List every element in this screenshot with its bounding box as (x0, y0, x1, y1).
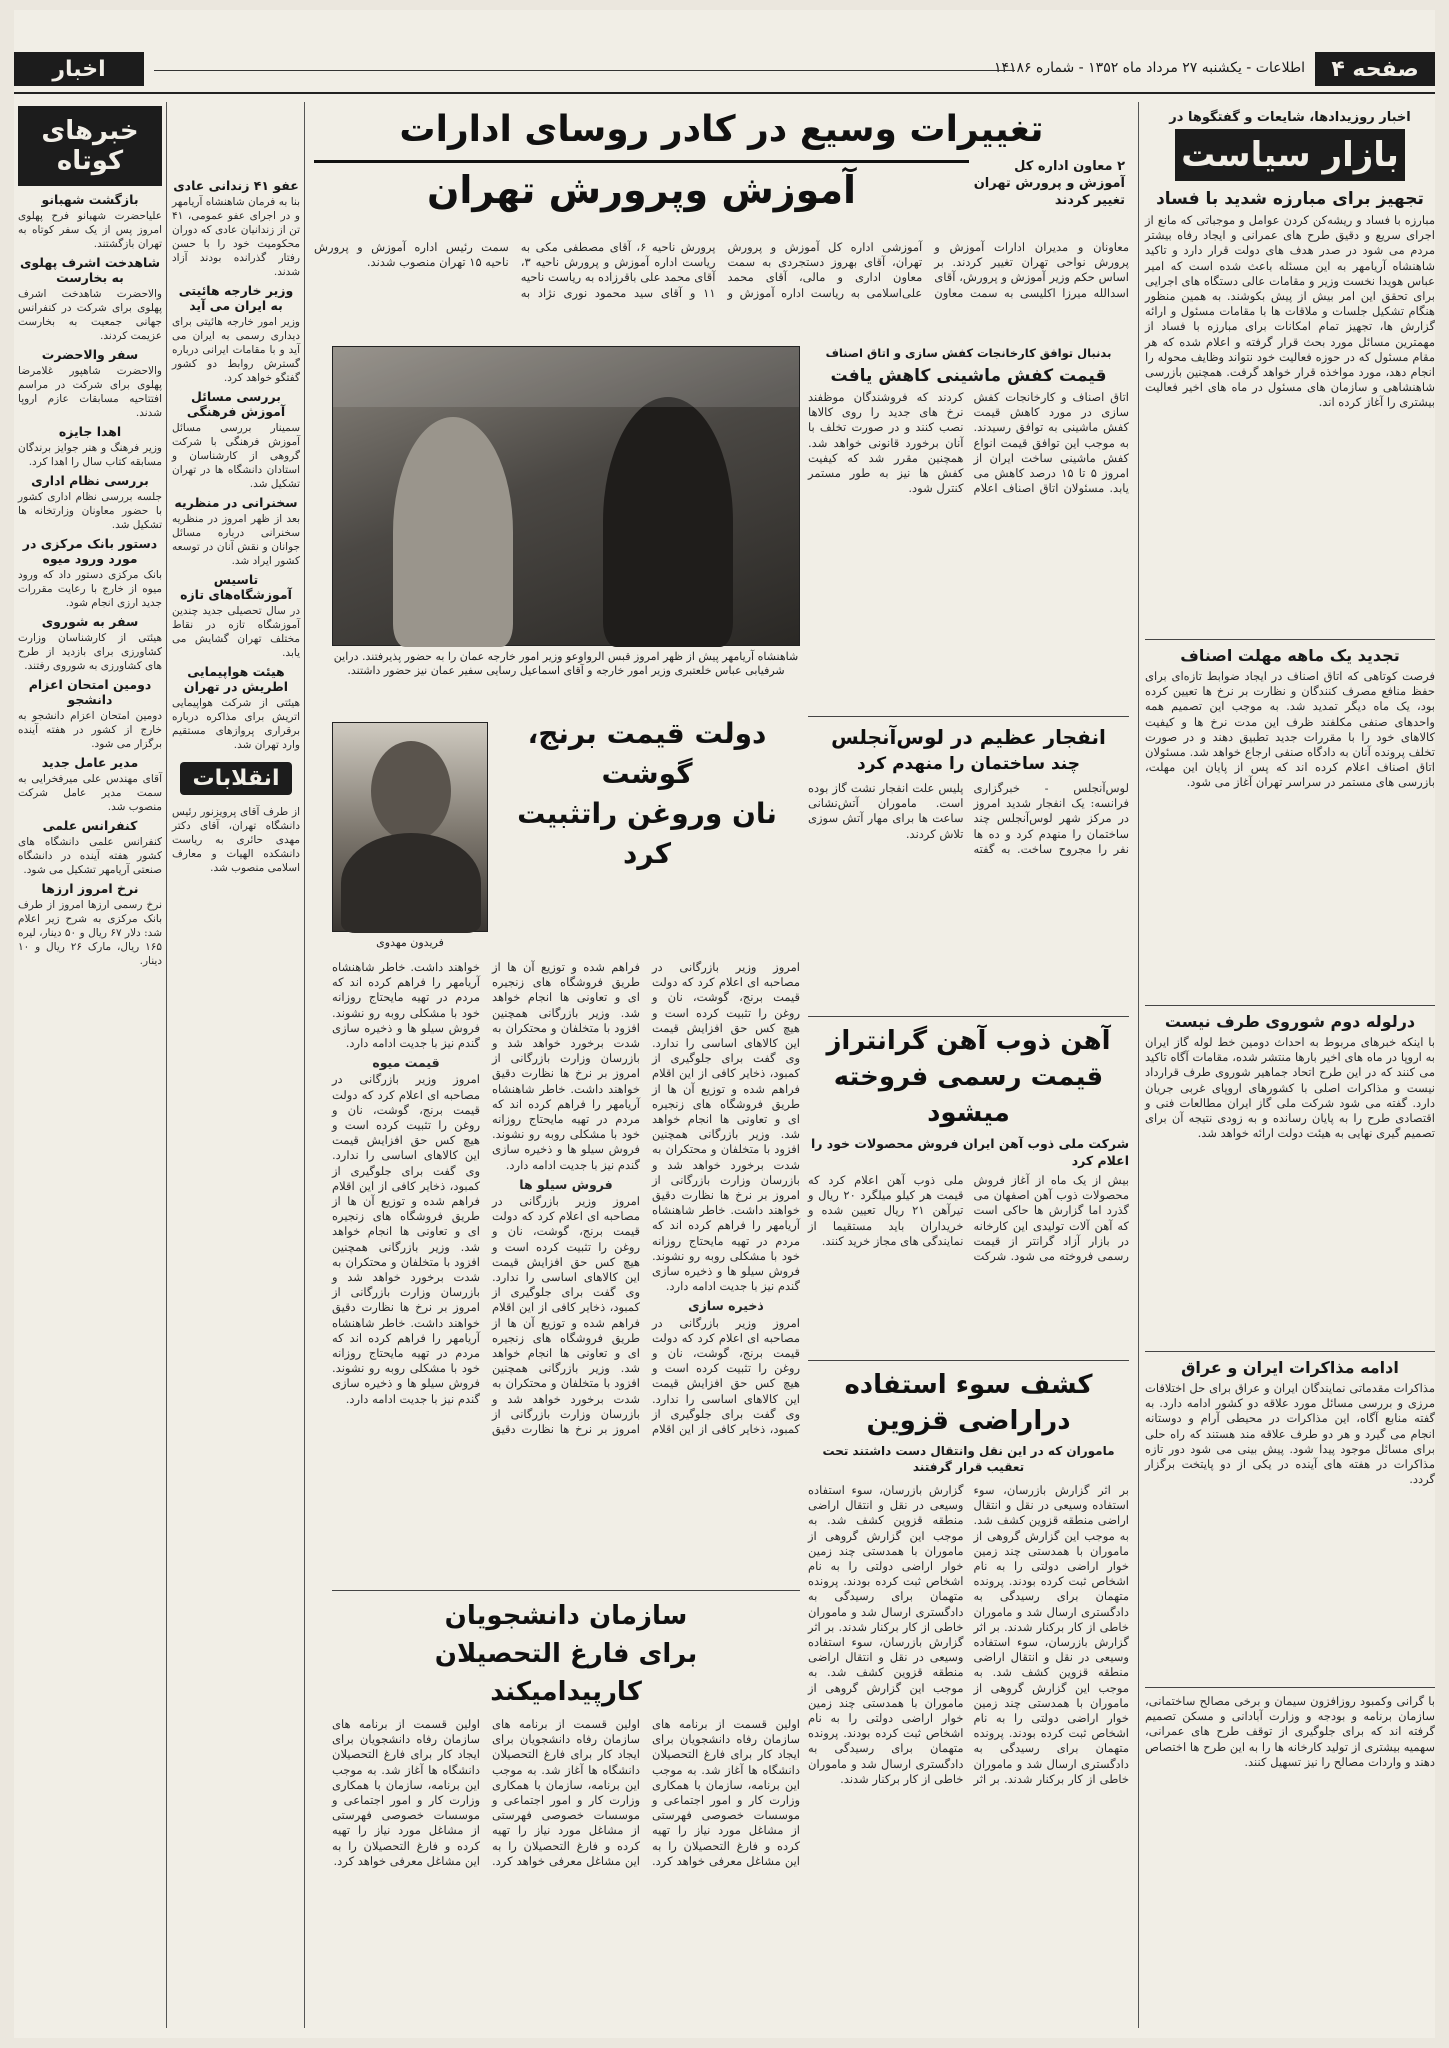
story-headline: ادامه مذاکرات ایران و عراق (1181, 1358, 1399, 1377)
short-news-title: خبرهای کوتاه (18, 106, 162, 186)
brief-title: وزیر خارجه هائیتی به ایران می آید (178, 283, 294, 313)
portrait-caption: فریدون مهدوی (376, 936, 444, 949)
portrait-photo (332, 722, 488, 932)
story-body: مبارزه با فساد و ریشه‌کن کردن عوامل و موجباتی که مانع از اجرای سریع و دقیق طرح های عمرانی و ایجاد رفاه بیشتر مردم می شود در صدر هدف های دولت قرار دارد و تاکید شاهنشاه آریامهر به این مسئله باعث شده است که امیر عباس هویدا نخست وزیر و مقامات عالی دستگاه های اجرایی برای تحقق این امر بیش از پیش بکوشند. به همین منظور هنگام تشکیل جلسات و ملاقات ها با مقامات مسئول و ارائه گزارش ها، تجهیز تمام امکانات برای مبارزه با فساد از مهمترین مسائل مورد بحث قرار گرفته و اعلام شده که هر مقام مسئول که در حوزه فعالیت خود نتواند وظایف محوله را انجام دهد، مورد مواخذه قرار خواهد گرفت. همچنین بازرسی شاهنشاهی و سازمان های مسئول در ماه های اخیر فعالیت بیشتری را آغاز کرده اند. (1145, 213, 1435, 410)
main-story-body: معاونان و مدیران ادارات آموزش و پرورش نواحی تهران تغییر کردند. بر اساس حکم وزیر آموزش و پرورش، آقای اسدالله میرزا اکلیسی به سمت معاون آموزشی اداره کل آموزش و پرورش تهران، آقای بهروز دستجردی به سمت معاون اداری و مالی، آقای محمد علی‌اسلامی به ریاست اداره آموزش و پرورش ناحیه ۶، آقای مصطفی مکی به ریاست اداره آموزش و پرورش ناحیه ۳، آقای محمد علی باقرزاده به ریاست ناحیه ۱۱ و آقای سید محمود نوری نژاد به سمت رئیس اداره آموزش و پرورش ناحیه ۱۵ تهران منصوب شدند. (314, 240, 1129, 300)
food-subhead: قیمت میوه (372, 1055, 440, 1071)
land-headline-line2: دراراضی قزوین (866, 1406, 1071, 1436)
figure-right (603, 397, 733, 647)
briefs-inner-column (172, 174, 300, 2024)
food-story-header (494, 714, 800, 870)
brief-body: بنا به فرمان شاهنشاه آریامهر و در اجرای عفو عمومی، ۴۱ تن از زندانیان عادی که دوران محکومیت خود را با حسن رفتار گذرانده بودند آزاد شدند. (172, 196, 300, 278)
appointments-body: از طرف آقای پرویزنور رئیس دانشگاه تهران، آقای دکتر مهدی حائری به ریاست دانشکده الهیات و معارف اسلامی منصوب شد. (172, 806, 300, 874)
politics-column (1145, 106, 1435, 2026)
food-body-text: امروز وزیر بازرگانی در مصاحبه ای اعلام کرد که دولت قیمت برنج، گوشت، نان و روغن را تثبیت کرده است و هیچ کس حق افزایش قیمت این کالاهای اساسی را ندارد. وی گفت برای جلوگیری از کمبود، ذخایر کافی از این اقلام فراهم شده و توزیع آن ها از طریق فروشگاه های زنجیره ای و تعاونی ها انجام خواهد شد. وزیر بازرگانی همچنین افزود با متخلفان و محتکران به شدت برخورد خواهد شد و بازرسان وزارت بازرگانی از امروز بر نرخ ها نظارت دقیق خواهند داشت. خاطر شاهنشاه آریامهر را فراهم کرده اند که مردم در تهیه مایحتاج روزانه خود با مشکلی روبه رو نشوند. فروش سیلو ها و ذخیره سازی گندم نیز با جدیت ادامه دارد. (492, 960, 800, 1437)
column-divider (166, 102, 167, 2028)
audience-photo (332, 346, 800, 646)
story-divider (808, 1016, 1129, 1017)
iron-story (808, 1010, 1129, 1350)
brief-body: دومین امتحان اعزام دانشجو به خارج از کشور در هفته آینده برگزار می شود. (18, 710, 162, 750)
brief-title: شاهدخت اشرف پهلوی به بخارست (19, 255, 161, 285)
land-body-text: بر اثر گزارش بازرسان، سوء استفاده وسیعی در نقل و انتقال اراضی منطقه قزوین کشف شد. به موجب این گزارش گروهی از ماموران با همدستی چند زمین خوار اراضی دولتی را به نام اشخاص ثبت کرده بودند. پرونده متهمان برای رسیدگی به دادگستری ارسال شد و ماموران خاطی از کار برکنار شدند. (973, 1483, 1129, 1634)
brief-title: کنفرانس علمی (42, 818, 138, 833)
student-headline-line1: سازمان دانشجویان (444, 1601, 688, 1631)
student-headline-line3: کارپیدامیکند (490, 1677, 642, 1707)
student-story (332, 1584, 800, 2024)
audience-photo-caption: شاهنشاه آریامهر پیش از ظهر امروز قبس الرواوعو وزیر امور خارجه عمان را به حضور پذیرفتند. دراین شرفیابی عباس خلعتبری وزیر امور خارجه و آقای اسماعیل رسایی سفیر عمان نیز حضور داشتند. (333, 650, 799, 677)
land-story (808, 1354, 1129, 2024)
brief-title: دستور بانک مرکزی در مورد ورود میوه (22, 536, 158, 566)
student-body-text: اولین قسمت از برنامه های سازمان رفاه دانشجویان برای ایجاد کار برای فارغ التحصیلان دانشگاه ها آغاز شد. به موجب این برنامه، سازمان با همکاری وزارت کار و امور اجتماعی و موسسات خصوصی فهرستی از مشاغل مورد نیاز را تهیه کرده و فارغ التحصیلان را به این مشاغل معرفی خواهد کرد. (332, 1717, 480, 1868)
food-body-text: امروز وزیر بازرگانی در مصاحبه ای اعلام کرد که دولت قیمت برنج، گوشت، نان و روغن را تثبیت کرده است و هیچ کس حق افزایش قیمت این کالاهای اساسی را ندارد. وی گفت برای جلوگیری از کمبود، ذخایر کافی از این اقلام فراهم شده و توزیع آن ها از طریق فروشگاه های زنجیره ای و تعاونی ها انجام خواهد شد. وزیر بازرگانی همچنین افزود با متخلفان و محتکران به شدت برخورد خواهد شد و بازرسان وزارت بازرگانی از امروز بر نرخ ها نظارت دقیق خواهند داشت. خاطر شاهنشاه آریامهر را فراهم کرده اند که مردم در تهیه مایحتاج روزانه خود با مشکلی روبه رو نشوند. فروش سیلو ها و ذخیره سازی گندم نیز با جدیت ادامه دارد. (332, 1072, 480, 1406)
brief-body: بعد از ظهر امروز در منظریه سخنرانی درباره مسائل جوانان و نقش آنان در توسعه کشور ایراد شد. (172, 513, 300, 567)
student-body-text: اولین قسمت از برنامه های سازمان رفاه دانشجویان برای ایجاد کار برای فارغ التحصیلان دانشگاه ها آغاز شد. به موجب این برنامه، سازمان با همکاری وزارت کار و امور اجتماعی و موسسات خصوصی فهرستی از مشاغل مورد نیاز را تهیه کرده و فارغ التحصیلان را به این مشاغل معرفی خواهد کرد. (492, 1717, 640, 1868)
la-body: لوس‌آنجلس - خبرگزاری فرانسه: یک انفجار شدید امروز در مرکز شهر لوس‌آنجلس چند ساختمان را منهدم کرد و ده ها نفر را مجروح ساخت. به گفته پلیس علت انفجار نشت گاز بوده است. ماموران آتش‌نشانی ساعت ها برای مهار آتش سوزی تلاش کردند. (808, 781, 1129, 856)
land-body-text: بر اثر گزارش بازرسان، سوء استفاده وسیعی در نقل و انتقال اراضی منطقه قزوین کشف شد. به موجب این گزارش گروهی از ماموران با همدستی چند زمین خوار اراضی دولتی را به نام اشخاص ثبت کرده بودند. پرونده متهمان برای رسیدگی به دادگستری ارسال شد و ماموران خاطی از کار برکنار شدند. (973, 1619, 1129, 1786)
story-headline: درلوله دوم شوروی طرف نیست (1164, 1012, 1416, 1031)
brief-title: بازگشت شهبانو (41, 192, 139, 207)
short-news-column (18, 106, 162, 2026)
story-divider (1145, 1687, 1435, 1688)
story-body: با گرانی وکمبود روزافزون سیمان و برخی مصالح ساختمانی، سازمان برنامه و بودجه و وزارت آبادانی و مسکن تصمیم گرفته اند که برای جلوگیری از توقف طرح های عمرانی، سهمیه بیشتری از تولید کارخانه ها را به این طرح ها اختصاص دهند و واردات مصالح را نیز تسهیل کنند. (1145, 1694, 1435, 1769)
food-subhead: ذخیره سازی (688, 1298, 764, 1314)
brief-body: هیئتی از شرکت هواپیمایی اتریش برای مذاکره درباره برقراری پروازهای مستقیم وارد تهران شد. (172, 697, 300, 751)
food-body-text: امروز وزیر بازرگانی در مصاحبه ای اعلام کرد که دولت قیمت برنج، گوشت، نان و روغن را تثبیت کرده است و هیچ کس حق افزایش قیمت این کالاهای اساسی را ندارد. وی گفت برای جلوگیری از کمبود، ذخایر کافی از این اقلام فراهم شده و توزیع آن ها از طریق فروشگاه های زنجیره ای و تعاونی ها انجام خواهد شد. وزیر بازرگانی همچنین افزود با متخلفان و محتکران به شدت برخورد خواهد شد و بازرسان وزارت بازرگانی از امروز بر نرخ ها نظارت دقیق خواهند داشت. خاطر شاهنشاه آریامهر را فراهم کرده اند که مردم در تهیه مایحتاج روزانه خود با مشکلی روبه رو نشوند. فروش سیلو ها و ذخیره سازی گندم نیز با جدیت ادامه دارد. (652, 960, 800, 1294)
iron-headline-line1: آهن ذوب آهن گرانتراز (826, 1026, 1111, 1056)
brief-title: تاسیس آموزشگاه‌های تازه (180, 572, 292, 602)
column-divider (304, 102, 305, 2028)
iron-headline-line2: قیمت رسمی فروخته میشود (833, 1062, 1104, 1128)
iron-deck: شرکت ملی ذوب آهن ایران فروش محصولات خود را اعلام کرد (810, 1136, 1129, 1168)
main-story-header (314, 106, 1129, 236)
section-label: اخبار (14, 52, 144, 86)
land-deck: ماموران که در این نقل وانتقال دست داشتند تحت تعقیب قرار گرفتند (822, 1444, 1115, 1474)
story-body: با اینکه خبرهای مربوط به احداث دومین خط لوله گاز ایران به اروپا در ماه های اخیر بارها منتشر شده، مقامات آگاه تاکید می کنند که در این طرح اتحاد جماهیر شوروی طرف قرارداد نیست و مذاکرات اصلی با کشورهای اروپای غربی جریان دارد. گفته می شود شرکت ملی گاز ایران مطالعات فنی و اقتصادی طرح را به پایان رسانده و به زودی نتیجه آن برای تصمیم گیری نهایی به هیئت دولت ارائه خواهد شد. (1145, 1035, 1435, 1141)
brief-body: جلسه بررسی نظام اداری کشور با حضور معاونان وزارتخانه ها تشکیل شد. (18, 491, 162, 531)
brief-body: آقای مهندس علی میرفخرایی به سمت مدیر عامل شرکت منصوب شد. (18, 773, 162, 813)
story-body: فرصت کوتاهی که اتاق اصناف در ایجاد ضوابط تازه‌ای برای حفظ منافع مصرف کنندگان و نظارت بر نرخ ها تعیین کرده بود، یک ماه دیگر تمدید شد. به موجب این تصمیم همه واحدهای صنفی مکلفند ظرف این مدت نرخ ها و کیفیت کالاهای خود را با مقررات جدید تطبیق دهند و در صورت تخلف پرونده آنان به دادگاه صنفی ارجاع خواهد شد. مسئولان اتاق اصناف اعلام کرده اند که پس از پایان این مهلت، بازرسی های مستمر در سراسر تهران آغاز می شود. (1145, 669, 1435, 790)
brief-body: در سال تحصیلی جدید چندین آموزشگاه تازه در نقاط مختلف تهران گشایش می یابد. (172, 605, 300, 659)
main-headline-line1: تغییرات وسیع در کادر روسای ادارات (399, 109, 1044, 150)
food-body (332, 960, 800, 1580)
newspaper-page (14, 10, 1435, 2038)
brief-title: اهدا جایزه (58, 424, 122, 439)
portrait-shoulders (341, 833, 481, 933)
brief-title: نرخ امروز ارزها (41, 881, 139, 896)
brief-body: وزیر امور خارجه هائیتی برای دیداری رسمی به ایران می آید و با مقامات ایرانی درباره گسترش روابط دو کشور گفتگو خواهد کرد. (172, 316, 300, 384)
iron-body: بیش از یک ماه از آغاز فروش محصولات ذوب آهن اصفهان می گذرد اما گزارش ها حاکی است که آهن آلات تولیدی این کارخانه در بازار آزاد گرانتر از قیمت رسمی فروخته می شود. شرکت ملی ذوب آهن اعلام کرد که قیمت هر کیلو میلگرد ۲۰ ریال و تیرآهن ۲۱ ریال تعیین شده و خریداران باید مستقیما از نمایندگی های مجاز خرید کنند. (808, 1173, 1129, 1264)
figure-left (393, 417, 513, 647)
brief-title: عفو ۴۱ زندانی عادی (173, 178, 299, 193)
brief-body: والاحضرت شاهپور غلامرضا پهلوی برای شرکت در مراسم افتتاحیه مسابقات عازم اروپا شدند. (18, 365, 162, 419)
brief-body: سمینار بررسی مسائل آموزش فرهنگی با شرکت گروهی از کارشناسان و استادان دانشگاه ها در تهران تشکیل شد. (172, 422, 300, 490)
story-divider (1145, 639, 1435, 640)
brief-body: نرخ رسمی ارزها امروز از طرف بانک مرکزی به شرح زیر اعلام شد: دلار ۶۷ ریال و ۵۰ دینار، لیره ۱۶۵ ریال، مارک ۲۶ ریال و ۱۰ دینار. (18, 899, 162, 967)
brief-title: سفر به شوروی (41, 614, 139, 629)
brief-body: بانک مرکزی دستور داد که ورود میوه از خارج با رعایت مقررات جدید ارزی انجام شود. (18, 569, 162, 609)
brief-body: کنفرانس علمی دانشگاه های کشور هفته آینده در دانشگاه صنعتی آریامهر تشکیل می شود. (18, 836, 162, 876)
brief-title: هیئت هواپیمایی اطریش در تهران (183, 664, 289, 694)
politics-kicker: اخبار روزیدادها، شایعات و گفتگوها در (1169, 110, 1411, 125)
story-body: مذاکرات مقدماتی نمایندگان ایران و عراق برای حل اختلافات مرزی و بررسی مسائل مورد علاقه دو کشور ادامه دارد. به گفته منابع آگاه، این مذاکرات در محیطی آرام و دوستانه انجام می گیرد و هر دو طرف علاقه مند هستند که راه حلی برای مسائل موجود پیدا شود. پیش بینی می شود دور تازه مذاکرات در هفته های آینده در یکی از دو پایتخت برگزار گردد. (1145, 1381, 1435, 1487)
brief-title: دومین امتحان اعزام دانشجو (28, 677, 152, 707)
politics-section-title: بازار سیاست (1175, 129, 1405, 181)
food-subhead: فروش سیلو ها (519, 1176, 613, 1192)
dateline: اطلاعات - یکشنبه ۲۷ مرداد ماه ۱۳۵۲ - شماره ۱۴۱۸۶ (993, 60, 1305, 76)
shoe-headline: قیمت کفش ماشینی کاهش یافت (830, 366, 1107, 386)
story-divider (332, 1590, 800, 1591)
column-divider (1138, 102, 1139, 2028)
appointments-section-title: انقلابات (180, 762, 292, 795)
masthead-rule (154, 70, 1015, 71)
main-headline-line2: آموزش وپرورش تهران (314, 160, 969, 217)
brief-title: سفر والاحضرت (41, 347, 139, 362)
land-body (808, 1483, 1129, 2043)
la-headline-line2: چند ساختمان را منهدم کرد (856, 754, 1081, 774)
student-headline-line2: برای فارغ التحصیلان (434, 1639, 698, 1669)
shoe-body: اتاق اصناف و کارخانجات کفش سازی در مورد کاهش قیمت کفش ماشینی به توافق رسیدند. به موجب این توافق قیمت انواع کفش ماشینی ساخت ایران از امروز ۵ تا ۱۵ درصد کاهش می یابد. مسئولان اتاق اصناف اعلام کردند که فروشندگان موظفند نرخ های جدید را روی کالاها نصب کنند و در صورت تخلف با آنان برخورد قانونی خواهد شد. همچنین مقرر شد که کیفیت کفش ها نیز به طور مستمر کنترل شود. (808, 390, 1129, 496)
brief-body: علیاحضرت شهبانو فرح پهلوی امروز پس از یک سفر کوتاه به تهران بازگشتند. (18, 210, 162, 250)
story-divider (1145, 1351, 1435, 1352)
la-story (808, 710, 1129, 1010)
shoe-kicker: بدنبال توافق کارخانجات کفش سازی و اتاق اصناف (825, 346, 1112, 360)
main-story-deck: ۲ معاون اداره کل آموزش و پرورش تهران تغییر کردند (973, 159, 1125, 208)
story-divider (1145, 1005, 1435, 1006)
photo-background (333, 347, 799, 407)
story-headline: تجهیز برای مبارزه شدید با فساد (1156, 189, 1424, 209)
student-body-text: اولین قسمت از برنامه های سازمان رفاه دانشجویان برای ایجاد کار برای فارغ التحصیلان دانشگاه ها آغاز شد. به موجب این برنامه، سازمان با همکاری وزارت کار و امور اجتماعی و موسسات خصوصی فهرستی از مشاغل مورد نیاز را تهیه کرده و فارغ التحصیلان را به این مشاغل معرفی خواهد کرد. (652, 1717, 800, 1868)
brief-body: هیئتی از کارشناسان وزارت کشاورزی برای بازدید از طرح های کشاورزی به شوروی رفتند. (18, 632, 162, 672)
page-number-label: صفحه ۴ (1315, 52, 1435, 86)
student-body (332, 1717, 800, 2017)
land-headline-line1: کشف سوء استفاده (844, 1370, 1093, 1400)
brief-title: سخنرانی در منظریه (174, 495, 298, 510)
brief-body: وزیر فرهنگ و هنر جوایز برندگان مسابقه کتاب سال را اهدا کرد. (18, 442, 162, 468)
food-headline-line2: نان وروغن راتثبیت کرد (517, 797, 777, 870)
portrait-head (371, 741, 451, 841)
land-body-text: بر اثر گزارش بازرسان، سوء استفاده وسیعی در نقل و انتقال اراضی منطقه قزوین کشف شد. به موجب این گزارش گروهی از ماموران با همدستی چند زمین خوار اراضی دولتی را به نام اشخاص ثبت کرده بودند. پرونده متهمان برای رسیدگی به دادگستری ارسال شد و ماموران خاطی از کار برکنار شدند. (808, 1619, 964, 1786)
la-headline-line1: انفجار عظیم در لوس‌آنجلس (831, 725, 1106, 749)
food-headline-line1: دولت قیمت برنج، گوشت (527, 717, 767, 790)
shoe-story (808, 346, 1129, 706)
food-body-text: امروز وزیر بازرگانی در مصاحبه ای اعلام کرد که دولت قیمت برنج، گوشت، نان و روغن را تثبیت کرده است و هیچ کس حق افزایش قیمت این کالاهای اساسی را ندارد. وی گفت برای جلوگیری از کمبود، ذخایر کافی از این اقلام فراهم شده و توزیع آن ها از طریق فروشگاه های زنجیره ای و تعاونی ها انجام خواهد شد. وزیر بازرگانی همچنین افزود با متخلفان و محتکران به شدت برخورد خواهد شد و بازرسان وزارت بازرگانی از امروز بر نرخ ها نظارت دقیق خواهند داشت. خاطر شاهنشاه آریامهر را فراهم کرده اند که مردم در تهیه مایحتاج روزانه خود با مشکلی روبه رو نشوند. فروش سیلو ها و ذخیره سازی گندم نیز با جدیت ادامه دارد. (332, 960, 640, 1437)
story-divider (808, 716, 1129, 717)
story-divider (808, 1360, 1129, 1361)
brief-title: بررسی مسائل آموزش فرهنگی (186, 389, 286, 419)
masthead (14, 52, 1435, 94)
brief-title: بررسی نظام اداری (31, 473, 149, 488)
story-headline: تجدید یک ماهه مهلت اصناف (1180, 646, 1400, 665)
brief-body: والاحضرت شاهدخت اشرف پهلوی برای شرکت در کنفرانس جهانی جمعیت به بخارست عزیمت کردند. (18, 288, 162, 342)
land-body-text: بر اثر گزارش بازرسان، سوء استفاده وسیعی در نقل و انتقال اراضی منطقه قزوین کشف شد. به موجب این گزارش گروهی از ماموران با همدستی چند زمین خوار اراضی دولتی را به نام اشخاص ثبت کرده بودند. پرونده متهمان برای رسیدگی به دادگستری ارسال شد و ماموران خاطی از کار برکنار شدند. (808, 1483, 1000, 1786)
brief-title: مدیر عامل جدید (41, 755, 139, 770)
